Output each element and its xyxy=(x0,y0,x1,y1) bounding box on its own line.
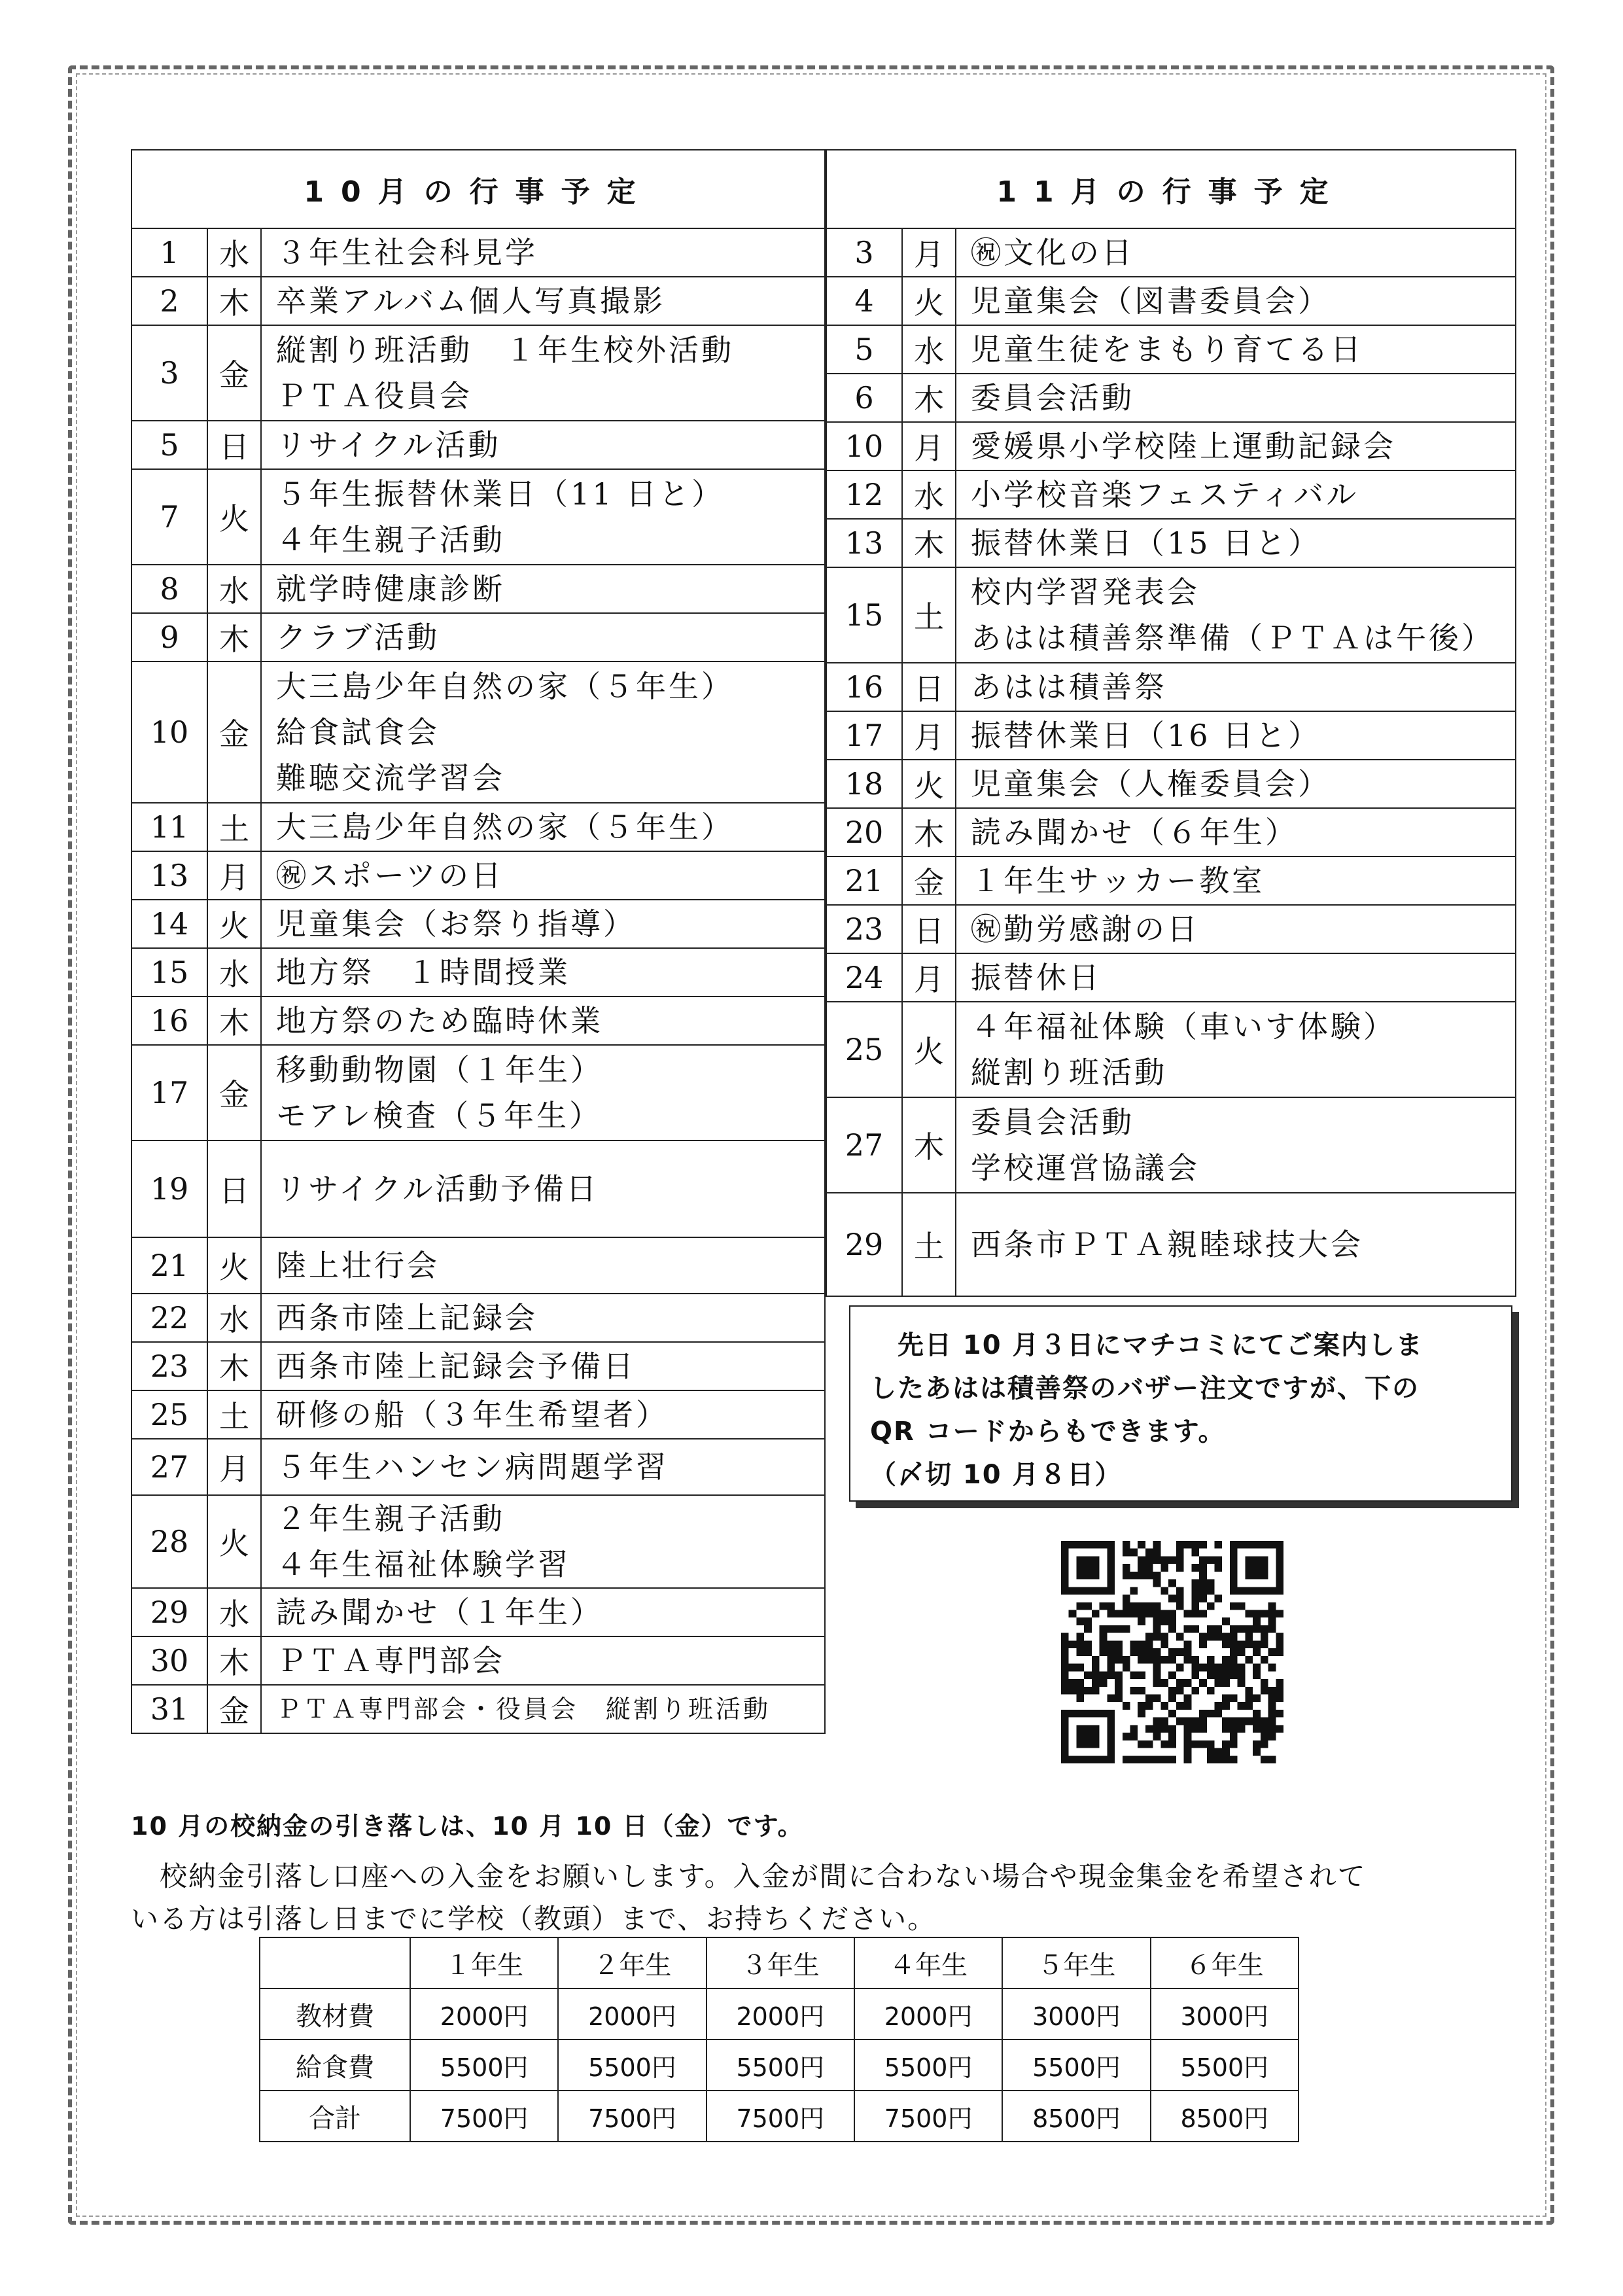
weekday-cell: 月 xyxy=(207,1439,261,1495)
event-text: 就学時健康診断 xyxy=(276,571,505,607)
fee-value: 5500円 xyxy=(1002,2040,1150,2091)
day-cell: 4 xyxy=(826,277,902,325)
event-cell xyxy=(261,948,825,997)
schedule-row xyxy=(131,277,825,325)
event-cell xyxy=(261,1685,825,1733)
day-cell: 25 xyxy=(131,1390,207,1439)
schedule-row xyxy=(131,1294,825,1342)
event-cell xyxy=(956,1002,1516,1097)
day-cell: 29 xyxy=(131,1588,207,1636)
event-cell xyxy=(261,1439,825,1495)
weekday-cell: 月 xyxy=(902,953,956,1002)
fee-value: 2000円 xyxy=(854,1988,1002,2040)
weekday-cell: 金 xyxy=(207,662,261,803)
weekday-cell: 木 xyxy=(207,1342,261,1390)
event-cell xyxy=(956,905,1516,953)
event-text: リサイクル活動 xyxy=(276,427,501,463)
event-cell xyxy=(261,1342,825,1390)
fee-value: 5500円 xyxy=(854,2040,1002,2091)
schedule-row xyxy=(131,1237,825,1294)
day-cell: 29 xyxy=(826,1193,902,1296)
fee-label: 教材費 xyxy=(260,1988,410,2040)
fee-corner-cell xyxy=(260,1937,410,1988)
event-cell xyxy=(261,1045,825,1140)
event-cell xyxy=(956,470,1516,519)
schedule-row xyxy=(826,905,1516,953)
fee-value: 7500円 xyxy=(854,2091,1002,2142)
event-text: リサイクル活動予備日 xyxy=(276,1171,599,1207)
bazaar-notice-box xyxy=(849,1305,1512,1502)
schedule-row xyxy=(826,519,1516,567)
weekday-cell: 火 xyxy=(902,277,956,325)
event-text: 大三島少年自然の家（５年生） xyxy=(276,669,734,704)
event-cell xyxy=(956,567,1516,663)
event-text: 愛媛県小学校陸上運動記録会 xyxy=(971,429,1396,464)
event-text: 振替休業日（16 日と） xyxy=(971,718,1321,753)
weekday-cell: 木 xyxy=(902,374,956,422)
event-cell xyxy=(261,662,825,803)
schedule-row xyxy=(131,803,825,851)
weekday-cell: 木 xyxy=(902,1097,956,1193)
day-cell: 27 xyxy=(826,1097,902,1193)
schedule-row xyxy=(131,325,825,421)
weekday-cell: 木 xyxy=(207,997,261,1045)
fee-row xyxy=(260,2091,1299,2142)
event-text: 児童集会（お祭り指導） xyxy=(276,906,636,942)
event-text: 学校運営協議会 xyxy=(971,1150,1200,1186)
day-cell: 30 xyxy=(131,1636,207,1685)
weekday-cell: 木 xyxy=(207,613,261,662)
event-text: 陸上壮行会 xyxy=(276,1248,440,1283)
weekday-cell: 日 xyxy=(902,663,956,711)
event-text: ㊗勤労感謝の日 xyxy=(971,911,1200,947)
event-cell xyxy=(261,613,825,662)
event-cell xyxy=(956,857,1516,905)
schedule-row xyxy=(826,422,1516,470)
fee-value: 3000円 xyxy=(1002,1988,1150,2040)
event-cell xyxy=(956,760,1516,808)
event-text: クラブ活動 xyxy=(276,620,440,655)
schedule-row xyxy=(131,1045,825,1140)
weekday-cell: 水 xyxy=(207,1588,261,1636)
event-text: ＰＴＡ役員会 xyxy=(276,378,472,414)
schedule-row xyxy=(131,1342,825,1390)
weekday-cell: 土 xyxy=(902,1193,956,1296)
event-text: 西条市陸上記録会予備日 xyxy=(276,1349,636,1384)
event-cell xyxy=(261,851,825,900)
event-text: ４年生親子活動 xyxy=(276,522,505,557)
event-text: ５年生ハンセン病問題学習 xyxy=(276,1449,669,1485)
day-cell: 11 xyxy=(131,803,207,851)
event-text: 読み聞かせ（１年生） xyxy=(276,1595,603,1630)
weekday-cell: 土 xyxy=(207,803,261,851)
grade-header: １年生 xyxy=(410,1937,558,1988)
october-header: 10月の行事予定 xyxy=(131,150,825,228)
event-cell xyxy=(261,421,825,469)
grade-header: ３年生 xyxy=(707,1937,854,1988)
event-text: ４年福祉体験（車いす体験） xyxy=(971,1009,1396,1044)
event-text: 縦割り班活動 １年生校外活動 xyxy=(276,332,734,368)
schedule-row xyxy=(131,662,825,803)
schedule-row xyxy=(826,857,1516,905)
weekday-cell: 水 xyxy=(902,325,956,374)
weekday-cell: 月 xyxy=(902,422,956,470)
fee-value: 5500円 xyxy=(1151,2040,1299,2091)
event-cell xyxy=(261,277,825,325)
payment-headline: 10 月の校納金の引き落しは、10 月 10 日（金）です。 xyxy=(131,1812,804,1841)
schedule-row xyxy=(131,1390,825,1439)
event-text: 西条市陸上記録会 xyxy=(276,1300,538,1335)
event-text: あはは積善祭準備（ＰＴＡは午後） xyxy=(971,620,1494,656)
weekday-cell: 水 xyxy=(207,948,261,997)
schedule-row xyxy=(826,277,1516,325)
event-text: 卒業アルバム個人写真撮影 xyxy=(276,283,665,319)
grade-header: ５年生 xyxy=(1002,1937,1150,1988)
qr-code-icon[interactable] xyxy=(1061,1541,1283,1763)
payment-body-line-2: いる方は引落し日までに学校（教頭）まで、お持ちください。 xyxy=(131,1903,937,1935)
event-cell xyxy=(261,1495,825,1588)
weekday-cell: 月 xyxy=(207,851,261,900)
schedule-row xyxy=(131,1140,825,1237)
event-cell xyxy=(261,803,825,851)
weekday-cell: 日 xyxy=(207,421,261,469)
event-text: あはは積善祭 xyxy=(971,669,1167,705)
event-cell xyxy=(956,1097,1516,1193)
schedule-row xyxy=(131,228,825,277)
fee-row xyxy=(260,2040,1299,2091)
fee-value: 7500円 xyxy=(707,2091,854,2142)
day-cell: 24 xyxy=(826,953,902,1002)
october-schedule-table xyxy=(131,149,826,1734)
schedule-row xyxy=(131,1439,825,1495)
schedule-row xyxy=(826,374,1516,422)
day-cell: 1 xyxy=(131,228,207,277)
event-text: モアレ検査（５年生） xyxy=(276,1098,602,1133)
fee-value: 3000円 xyxy=(1151,1988,1299,2040)
event-cell xyxy=(956,953,1516,1002)
schedule-row xyxy=(826,663,1516,711)
day-cell: 5 xyxy=(131,421,207,469)
event-text: 委員会活動 xyxy=(971,380,1134,415)
event-cell xyxy=(956,808,1516,857)
schedule-row xyxy=(131,851,825,900)
day-cell: 16 xyxy=(826,663,902,711)
event-text: 給食試食会 xyxy=(276,715,440,750)
weekday-cell: 火 xyxy=(207,1237,261,1294)
payment-body-line-1: 校納金引落し口座への入金をお願いします。入金が間に合わない場合や現金集金を希望されて xyxy=(131,1860,1367,1892)
event-cell xyxy=(261,565,825,613)
schedule-row xyxy=(826,1097,1516,1193)
event-cell xyxy=(261,469,825,565)
event-text: ＰＴＡ専門部会・役員会 縦割り班活動 xyxy=(276,1695,771,1723)
event-cell xyxy=(956,228,1516,277)
event-text: ㊗文化の日 xyxy=(971,235,1134,270)
weekday-cell: 火 xyxy=(207,1495,261,1588)
schedule-row xyxy=(131,613,825,662)
day-cell: 2 xyxy=(131,277,207,325)
event-cell xyxy=(261,1390,825,1439)
fee-value: 7500円 xyxy=(558,2091,706,2142)
schedule-row xyxy=(131,565,825,613)
schedule-row xyxy=(826,760,1516,808)
fee-value: 5500円 xyxy=(558,2040,706,2091)
weekday-cell: 金 xyxy=(207,325,261,421)
event-text: 研修の船（３年生希望者） xyxy=(276,1397,669,1432)
schedule-row xyxy=(131,1636,825,1685)
event-text: 地方祭 １時間授業 xyxy=(276,955,570,990)
event-text: 地方祭のため臨時休業 xyxy=(276,1003,603,1038)
event-cell xyxy=(956,374,1516,422)
event-text: 小学校音楽フェスティバル xyxy=(971,477,1359,512)
event-text: 西条市ＰＴＡ親睦球技大会 xyxy=(971,1227,1363,1262)
day-cell: 19 xyxy=(131,1140,207,1237)
day-cell: 13 xyxy=(826,519,902,567)
day-cell: 23 xyxy=(131,1342,207,1390)
event-text: 振替休日 xyxy=(971,960,1102,995)
fee-row xyxy=(260,1988,1299,2040)
schedule-row xyxy=(131,997,825,1045)
day-cell: 20 xyxy=(826,808,902,857)
event-text: 読み聞かせ（６年生） xyxy=(971,815,1298,850)
day-cell: 15 xyxy=(826,567,902,663)
event-cell xyxy=(261,228,825,277)
event-text: 校内学習発表会 xyxy=(971,574,1200,610)
event-text: 委員会活動 xyxy=(971,1104,1134,1140)
fee-value: 2000円 xyxy=(558,1988,706,2040)
weekday-cell: 木 xyxy=(207,277,261,325)
weekday-cell: 日 xyxy=(207,1140,261,1237)
grade-header: ４年生 xyxy=(854,1937,1002,1988)
event-cell xyxy=(261,1294,825,1342)
weekday-cell: 火 xyxy=(902,1002,956,1097)
event-text: ４年生福祉体験学習 xyxy=(276,1547,570,1582)
weekday-cell: 月 xyxy=(902,228,956,277)
day-cell: 8 xyxy=(131,565,207,613)
grade-header: ２年生 xyxy=(558,1937,706,1988)
schedule-row xyxy=(826,1193,1516,1296)
november-schedule-table xyxy=(826,149,1516,1297)
schedule-row xyxy=(131,1685,825,1733)
weekday-cell: 水 xyxy=(902,470,956,519)
notice-line: したあはは積善祭のバザー注文ですが、下の xyxy=(870,1373,1420,1404)
day-cell: 23 xyxy=(826,905,902,953)
weekday-cell: 金 xyxy=(207,1685,261,1733)
day-cell: 14 xyxy=(131,900,207,948)
day-cell: 18 xyxy=(826,760,902,808)
weekday-cell: 木 xyxy=(902,808,956,857)
event-text: 児童集会（人権委員会） xyxy=(971,766,1331,802)
day-cell: 3 xyxy=(131,325,207,421)
event-cell xyxy=(261,997,825,1045)
event-cell xyxy=(261,325,825,421)
fee-table xyxy=(259,1937,1299,2142)
day-cell: 3 xyxy=(826,228,902,277)
notice-line: 先日 10 月３日にマチコミにてご案内しま xyxy=(870,1330,1423,1360)
weekday-cell: 土 xyxy=(207,1390,261,1439)
schedule-row xyxy=(826,325,1516,374)
fee-value: 5500円 xyxy=(707,2040,854,2091)
event-text: 移動動物園（１年生） xyxy=(276,1052,603,1087)
schedule-row xyxy=(131,900,825,948)
weekday-cell: 木 xyxy=(902,519,956,567)
event-text: １年生サッカー教室 xyxy=(971,863,1265,898)
fee-value: 8500円 xyxy=(1002,2091,1150,2142)
event-text: 縦割り班活動 xyxy=(971,1055,1167,1090)
weekday-cell: 月 xyxy=(902,711,956,760)
event-text: ２年生親子活動 xyxy=(276,1501,505,1536)
schedule-row xyxy=(131,948,825,997)
weekday-cell: 金 xyxy=(207,1045,261,1140)
event-cell xyxy=(261,1140,825,1237)
event-cell xyxy=(956,663,1516,711)
schedule-row xyxy=(826,228,1516,277)
day-cell: 12 xyxy=(826,470,902,519)
november-header: 11月の行事予定 xyxy=(826,150,1516,228)
schedule-row xyxy=(131,469,825,565)
event-cell xyxy=(956,422,1516,470)
day-cell: 17 xyxy=(131,1045,207,1140)
schedule-row xyxy=(826,711,1516,760)
event-text: ５年生振替休業日（11 日と） xyxy=(276,476,725,512)
schedule-row xyxy=(826,953,1516,1002)
event-cell xyxy=(261,1588,825,1636)
event-text: ㊗スポーツの日 xyxy=(276,858,504,893)
fee-value: 2000円 xyxy=(707,1988,854,2040)
notice-line: QR コードからもできます。 xyxy=(870,1417,1226,1447)
day-cell: 16 xyxy=(131,997,207,1045)
event-cell xyxy=(956,325,1516,374)
event-text: 児童生徒をまもり育てる日 xyxy=(971,332,1363,367)
schedule-row xyxy=(131,421,825,469)
day-cell: 6 xyxy=(826,374,902,422)
schedule-row xyxy=(826,470,1516,519)
event-text: 児童集会（図書委員会） xyxy=(971,283,1331,319)
day-cell: 7 xyxy=(131,469,207,565)
schedule-row xyxy=(131,1495,825,1588)
event-cell xyxy=(261,1636,825,1685)
day-cell: 21 xyxy=(131,1237,207,1294)
fee-value: 5500円 xyxy=(410,2040,558,2091)
weekday-cell: 火 xyxy=(207,469,261,565)
weekday-cell: 火 xyxy=(902,760,956,808)
fee-label: 給食費 xyxy=(260,2040,410,2091)
weekday-cell: 日 xyxy=(902,905,956,953)
event-text: 大三島少年自然の家（５年生） xyxy=(276,809,734,845)
event-text: ＰＴＡ専門部会 xyxy=(276,1643,505,1678)
day-cell: 27 xyxy=(131,1439,207,1495)
event-cell xyxy=(956,277,1516,325)
schedule-row xyxy=(826,808,1516,857)
schedule-row xyxy=(826,567,1516,663)
day-cell: 15 xyxy=(131,948,207,997)
day-cell: 10 xyxy=(826,422,902,470)
grade-header: ６年生 xyxy=(1151,1937,1299,1988)
event-text: 振替休業日（15 日と） xyxy=(971,525,1321,561)
fee-value: 2000円 xyxy=(410,1988,558,2040)
day-cell: 13 xyxy=(131,851,207,900)
day-cell: 5 xyxy=(826,325,902,374)
event-cell xyxy=(956,711,1516,760)
fee-label: 合計 xyxy=(260,2091,410,2142)
weekday-cell: 金 xyxy=(902,857,956,905)
weekday-cell: 木 xyxy=(207,1636,261,1685)
fee-value: 8500円 xyxy=(1151,2091,1299,2142)
event-cell xyxy=(956,1193,1516,1296)
event-cell xyxy=(261,1237,825,1294)
event-cell xyxy=(956,519,1516,567)
day-cell: 28 xyxy=(131,1495,207,1588)
schedule-row xyxy=(131,1588,825,1636)
weekday-cell: 土 xyxy=(902,567,956,663)
day-cell: 10 xyxy=(131,662,207,803)
weekday-cell: 水 xyxy=(207,565,261,613)
event-text: 難聴交流学習会 xyxy=(276,760,505,796)
day-cell: 21 xyxy=(826,857,902,905)
day-cell: 9 xyxy=(131,613,207,662)
day-cell: 17 xyxy=(826,711,902,760)
weekday-cell: 水 xyxy=(207,1294,261,1342)
day-cell: 31 xyxy=(131,1685,207,1733)
day-cell: 25 xyxy=(826,1002,902,1097)
schedule-row xyxy=(826,1002,1516,1097)
event-text: ３年生社会科見学 xyxy=(276,235,538,270)
event-cell xyxy=(261,900,825,948)
day-cell: 22 xyxy=(131,1294,207,1342)
weekday-cell: 水 xyxy=(207,228,261,277)
fee-value: 7500円 xyxy=(410,2091,558,2142)
weekday-cell: 火 xyxy=(207,900,261,948)
notice-line: （〆切 10 月８日） xyxy=(870,1460,1123,1490)
